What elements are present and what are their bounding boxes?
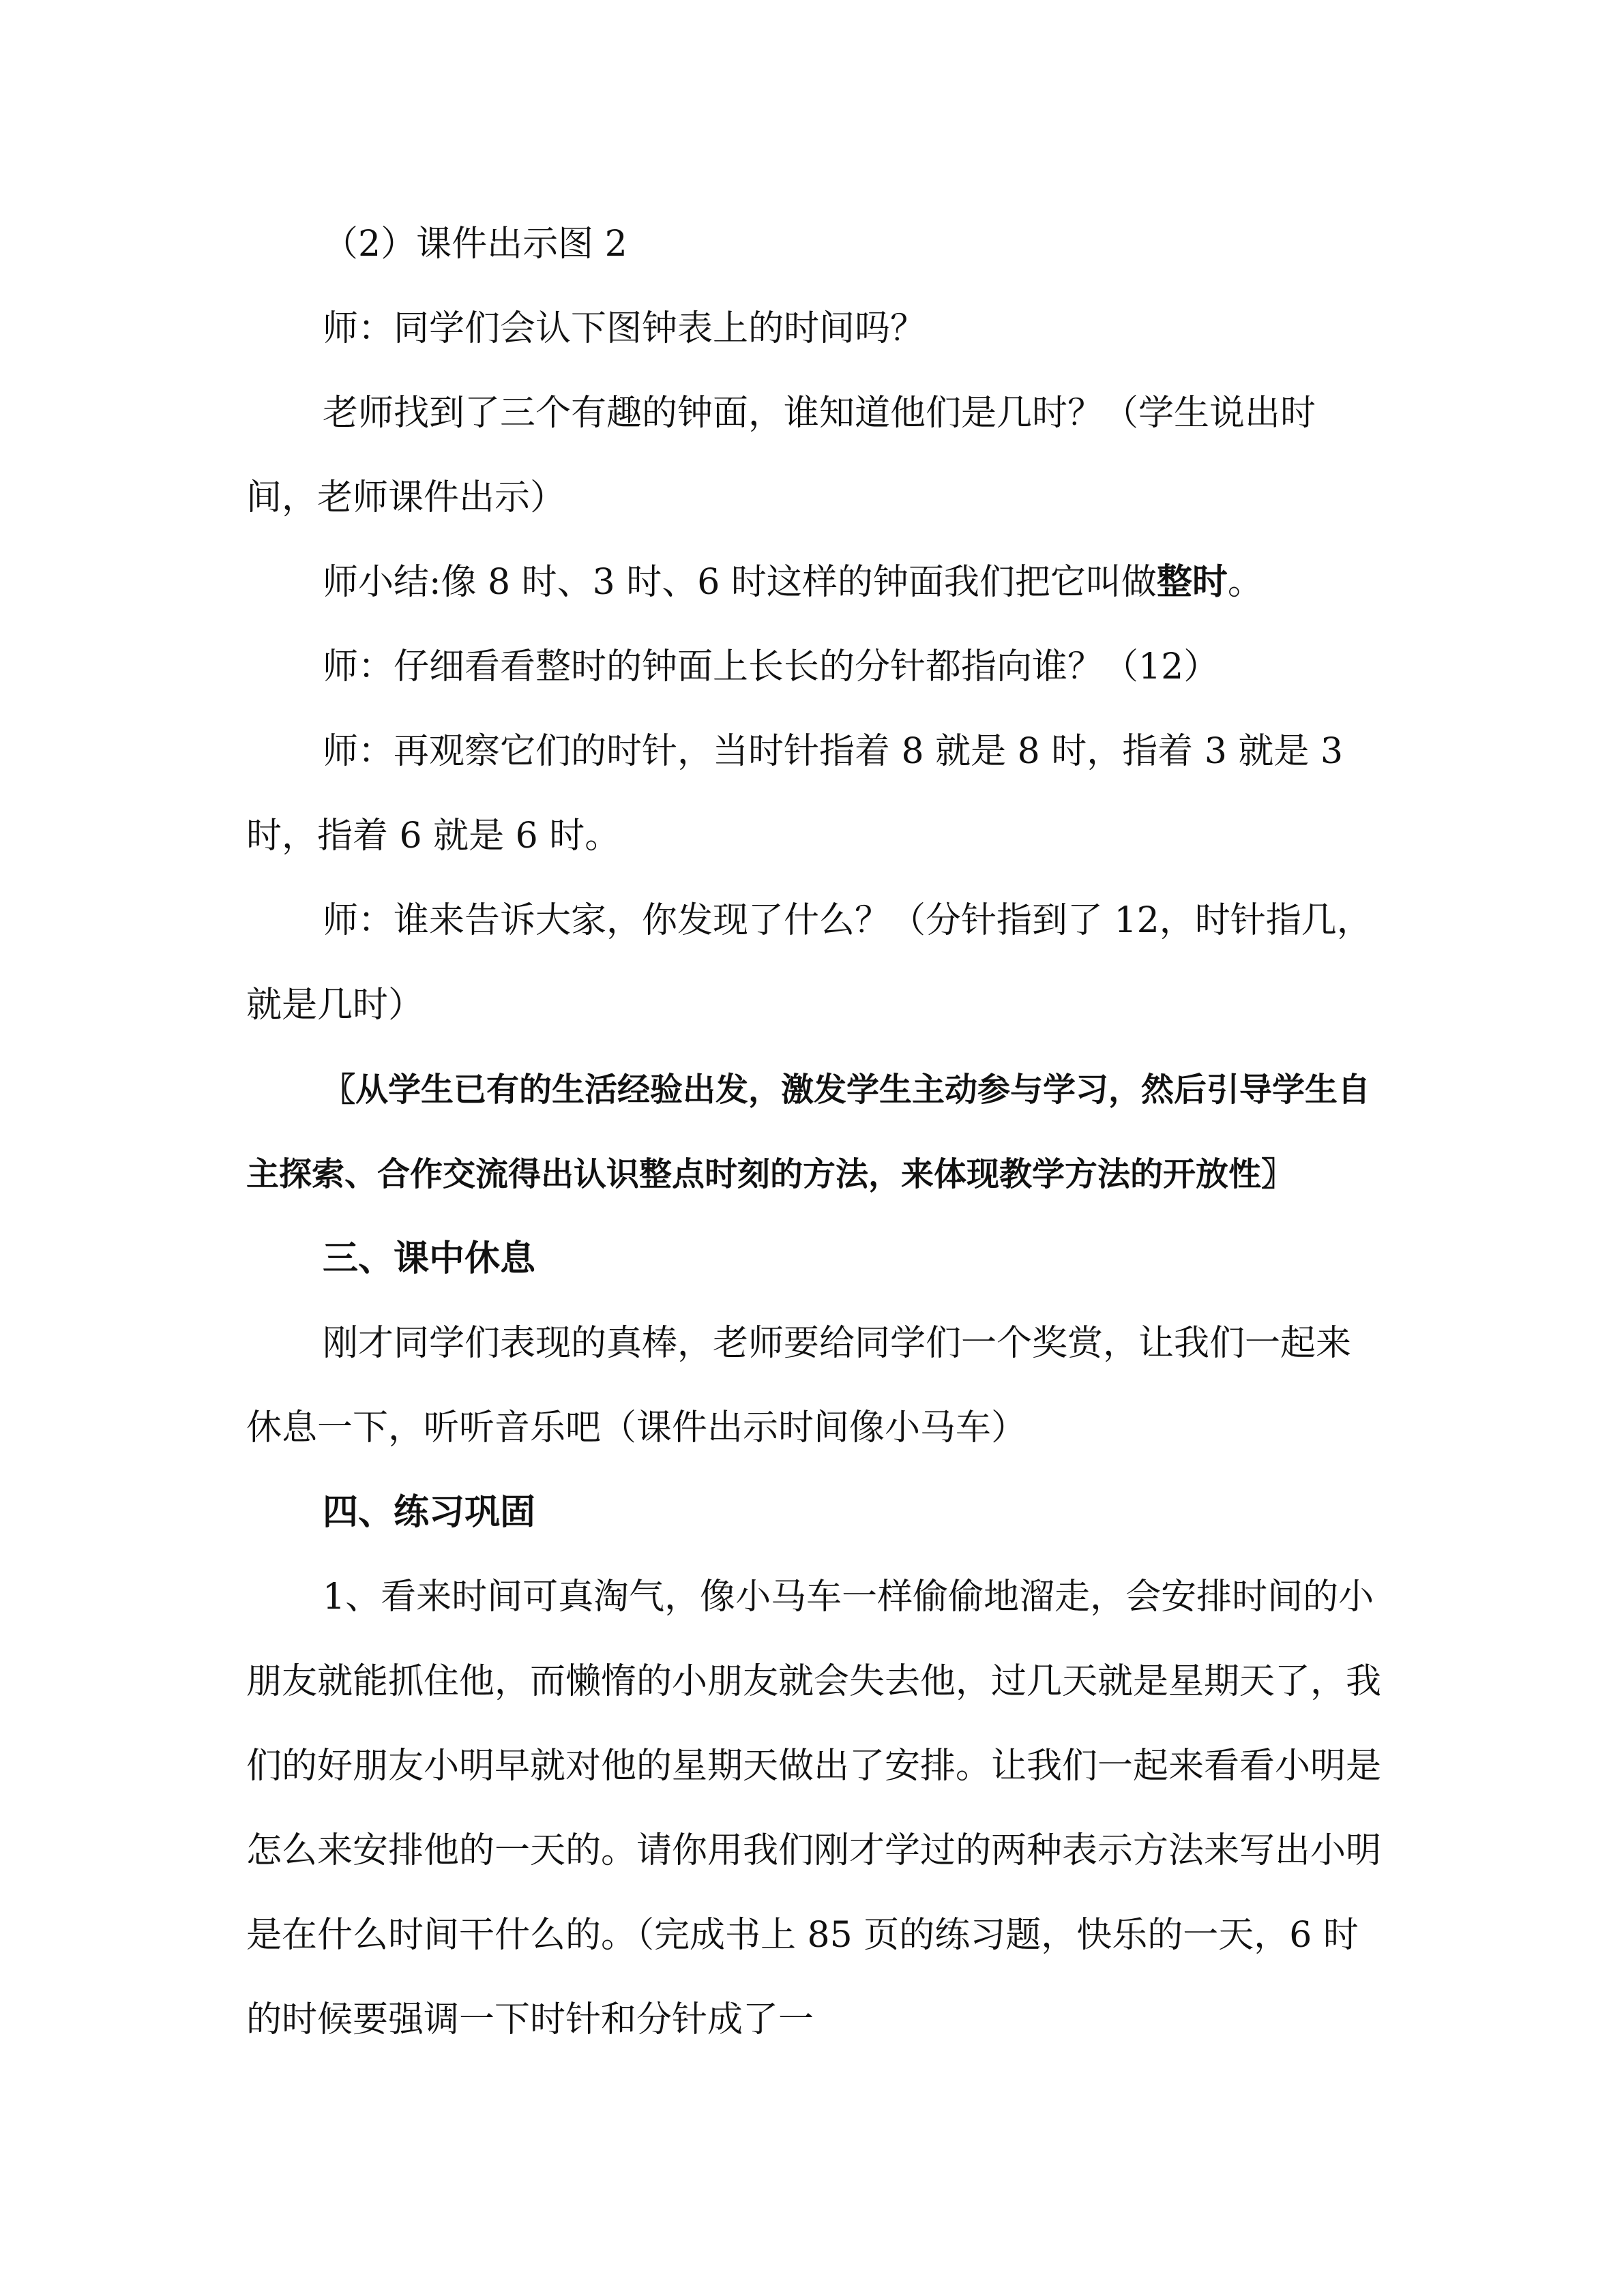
paragraph-teacher-summary — [246, 540, 1381, 625]
document-body — [246, 202, 1381, 2062]
summary-text-before: 师小结:像 8 时、3 时、6 时这样的钟面我们把它叫做 — [323, 562, 1157, 603]
paragraph-practice-exercise: 1、看来时间可真淘气，像小马车一样偷偷地溜走，会安排时间的小朋友就能抓住他，而懒惰的小朋友就会失去他，过几天就是星期天了，我们的好朋友小明早就对他的星期天做出了安排。让我们一起来看看小明是怎么来安排他的一天的。请你用我们刚才学过的两种表示方法来写出小明是在什么时间干什么的。（完成书上 85 页的练习题，快乐的一天，6 时的时候要强调一下时针和分针成了一 — [246, 1577, 1382, 2040]
section-heading-break: 三、课中休息 — [323, 1238, 536, 1279]
summary-bold-term: 整时 — [1156, 562, 1228, 603]
paragraph-minute-hand-question: 师：仔细看看整时的钟面上长长的分针都指向谁？（12） — [323, 646, 1220, 687]
paragraph-hour-hand-observation: 师：再观察它们的时针，当时针指着 8 就是 8 时，指着 3 就是 3 时，指着 6 就是 6 时。 — [246, 731, 1344, 856]
paragraph-music-break: 刚才同学们表现的真棒，老师要给同学们一个奖赏，让我们一起来休息一下，听听音乐吧（课件出示时间像小马车） — [246, 1323, 1352, 1448]
paragraph-teacher-question-clock: 师：同学们会认下图钟表上的时间吗？ — [323, 308, 926, 349]
summary-text-after: 。 — [1227, 562, 1263, 603]
paragraph-courseware-figure-2: （2）课件出示图 2 — [323, 224, 628, 265]
paragraph-three-clock-faces: 老师找到了三个有趣的钟面，谁知道他们是几时？（学生说出时间，老师课件出示） — [246, 393, 1316, 518]
paragraph-discovery-question: 师：谁来告诉大家，你发现了什么？（分针指到了 12，时针指几，就是几时） — [246, 900, 1372, 1026]
section-heading-practice: 四、练习巩固 — [323, 1492, 536, 1533]
paragraph-teaching-note: 〖从学生已有的生活经验出发，激发学生主动参与学习，然后引导学生自主探索、合作交流得出认识整点时刻的方法，来体现教学方法的开放性〗 — [246, 1071, 1371, 1193]
